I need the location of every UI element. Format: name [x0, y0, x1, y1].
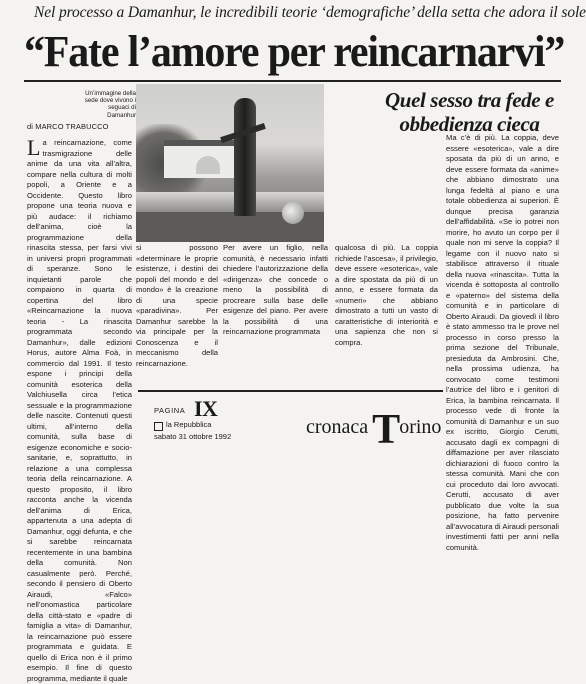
article-column-2: si possono «determinare le proprie esistenze, i destini dei popoli del mondo e del mondo» è la creazione di una specie «paradivina». Per Damanhur sarebbe la via principale per la Conoscenza e il meccanismo della reincarnazione. [136, 243, 218, 368]
article-column-3: Per avere un figlio, nella comunità, è necessario infatti chiedere l’autorizzazione della «dirigenza» che concede o meno la possibilità di procreare sulla base delle esigenze del piano. Per avere la possibilità di una reincarnazione programmata [223, 243, 328, 336]
drop-cap: L [27, 135, 41, 160]
pagina-label: PAGINA [154, 406, 186, 415]
checkbox-icon [154, 422, 163, 431]
headline: “Fate l’amore per reincarnarvi” [24, 28, 565, 77]
page-footer [138, 390, 443, 492]
column-1-text: a reincarnazione, come trasmigrazione delle anime da una vita all’altra, compare nella cultura di molti popoli, a Oriente e a Occidente. Questo libro propone una teoria nuova e più audace: il richiamo dell’anima, cioè la programmazione della rinascita stessa, per farsi vivi in universi propri programmati di speranze. Sono le inquietanti parole che compaiono in quarta di copertina del libro «Reincarnazione la nuova teoria - La rinascita programmata secondo Damanhur», dalle edizioni Horus, autore Alma Foà, in commercio dal 1991. Il testo espone i principi della comunità esoterica della Valchiusella circa l’etica sessuale e la programmazione delle nascite. Contenuti questi ultimi, all’interno della comunità, sulla base di esigenze economiche e socio-sanitarie, e, soprattutto, in relazione a una complessa teoria della reincarnazione. A questo proposito, il libro racconta anche la vicenda dell’anima di Erica, appartenuta a una adepta di Damanhur, oggi defunta, e che si sarebbe reincarnata recentemente in una bambina della comunità. Non casualmente però. Perché, secondo il pensiero di Oberto Airaudi, «Falco» nell’onomastica particolare della città-stato e «padre di famiglia a vita» di Damanhur, la reincarnazione può essere programmata e guidata. E quello di Erica non è il primo esempio. Il fine di questo programma, mediante il quale [27, 138, 132, 683]
kicker: Nel processo a Damanhur, le incredibili teorie ‘demografiche’ della setta che adora il sole [34, 4, 586, 21]
headline-rule [24, 80, 561, 82]
section-title [306, 406, 441, 454]
section-prefix: cronaca [306, 416, 369, 438]
deck-headline: Quel sesso tra fede e obbedienza cieca [385, 88, 554, 136]
article-photo [136, 84, 324, 242]
article-column-1 [27, 135, 132, 683]
section-capital: T [372, 407, 401, 453]
newspaper-name: la Repubblica [166, 420, 212, 429]
photo-caption: Un’immagine della sede dove vivono i seguaci di Damanhur [84, 90, 136, 119]
article-column-4: qualcosa di più. La coppia richiede l’ascesa», il privilegio, deve essere «esoterica», vale a dire spostata da più di un anno, e essere formata da «numeri» che abbiano dimostrato a tutti un vasto di caratteristiche di interiorità e una sapienza che non si compra. [335, 243, 438, 347]
publication-date: sabato 31 ottobre 1992 [154, 432, 232, 441]
page-number: IX [194, 396, 218, 421]
article-column-5: Ma c’è di più. La coppia, deve essere «esoterica», vale a dire sposata da più di un anno, e deve essere formata da «anime» che abbiano dimostrato una lunga fedeltà al piano e una totale obbedienza ai superiori. È dunque precisa garanzia dell’affidabilità. «Se io potrei non morire, ho avuto un corpo per il quale non mi serve la coppia? Il legame con il nuovo nato si stabilisce attraverso il rituale della nuova «rinascita». Tutta la vicenda è sottoposta al controllo e «paterno» del sistema della comunità e in particolare di Oberto Airaudi. Da giovedì il libro è stato ammesso tra le prove nel processo in corso presso la prima sezione del Tribunale, presieduta da Ambrosini. Che, nella prossima udienza, ha convocato come testimoni l’autrice del libro e i genitori di Erica, la bambina reincarnata. Il processo vede di fronte la comunità di Damanhur e un suo ex iscritto, Giorgio Cerutti, accusato dagli ex compagni di diffamazione per aver rilasciato dichiarazioni di fuoco contro la stessa comunità. Mani che con cui proceduto dai loro avvocati. Cerutti, accusato di aver pubblicato due volte la sua posizione, ha fatto pervenire all’avvocatura di Airaudi personali investimenti fatti per anni nella comunità. [446, 133, 559, 552]
section-rest: orino [399, 416, 442, 438]
byline: di MARCO TRABUCCO [27, 122, 109, 131]
